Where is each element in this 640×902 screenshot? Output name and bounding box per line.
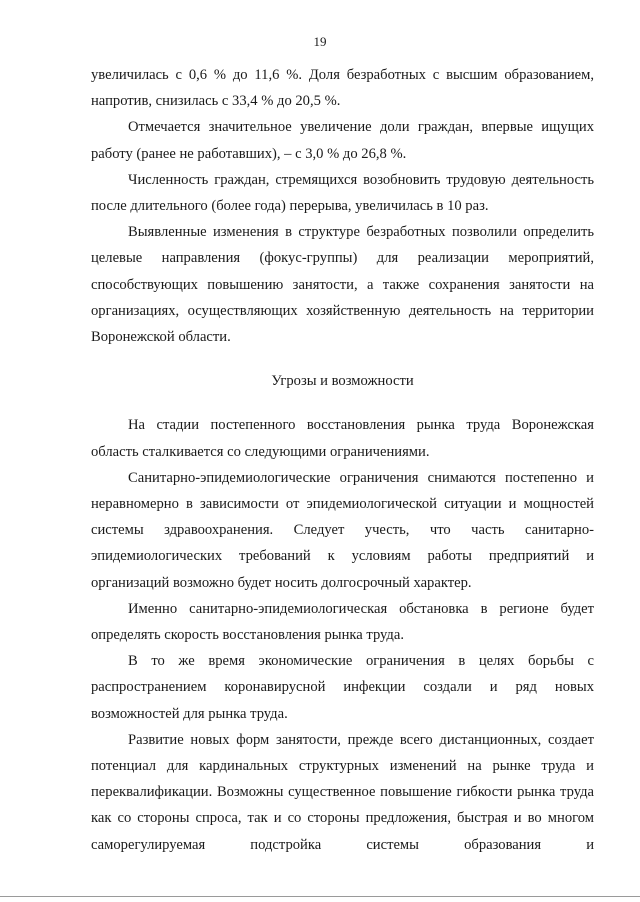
paragraph — [91, 167, 594, 219]
paragraph — [91, 219, 594, 350]
page-number: 19 — [313, 34, 327, 49]
text-line: труда как со стороны спроса, так и со стороны предложения, быстрая и во — [91, 784, 594, 827]
document-body — [91, 62, 594, 858]
text-line: территории Воронежской области. — [91, 302, 594, 346]
text-line: организаций возможно будет носить долгосрочный характер. — [91, 574, 472, 591]
text-line: возможностей для рынка труда. — [91, 705, 288, 722]
text-line: увеличилась с 0,6 % до 11,6 %. Доля безработных с высшим образованием, — [91, 67, 594, 83]
text-line: неравномерно в зависимости от эпидемиологической ситуации и мощностей — [91, 496, 594, 513]
text-line: системы здравоохранения. Следует учесть, что часть санитарно- — [91, 522, 594, 539]
text-line: Отмечается значительное увеличение доли граждан, впервые ищущих — [128, 119, 594, 136]
text-line: мероприятий, способствующих повышению занятости, а также сохранения — [91, 250, 594, 293]
text-line: В то же время экономические ограничения в целях борьбы с — [128, 653, 594, 670]
text-line: занятости на организациях, осуществляющих хозяйственную деятельность на — [91, 276, 594, 319]
text-line: потенциал для кардинальных структурных изменений на рынке труда и — [91, 758, 594, 775]
text-line: Развитие новых форм занятости, прежде всего дистанционных, создает — [128, 731, 594, 748]
text-line: многом саморегулируемая подстройка системы образования и — [91, 810, 594, 853]
text-line: Численность граждан, стремящихся возобновить трудовую — [128, 171, 506, 188]
paragraph — [91, 465, 594, 596]
text-line: деятельность после длительного (более года) перерыва, увеличилась в 10 раз. — [91, 171, 594, 215]
paragraph — [91, 727, 594, 858]
scan-edge-line — [0, 896, 640, 897]
paragraph — [91, 412, 594, 464]
text-line: На стадии постепенного восстановления рынка труда Воронежская — [128, 417, 594, 434]
section-heading: Угрозы и возможности — [271, 373, 414, 390]
text-line: напротив, снизилась с 33,4 % до 20,5 %. — [91, 93, 341, 110]
paragraph-continuation — [91, 62, 594, 114]
text-line: Именно санитарно-эпидемиологическая обстановка в регионе будет — [128, 600, 594, 617]
text-line: эпидемиологических требований к условиям работы предприятий и — [91, 548, 594, 565]
text-line: распространением коронавирусной инфекции создали и ряд новых — [91, 679, 594, 696]
text-line: переквалификации. Возможны существенное повышение гибкости рынка — [91, 784, 556, 801]
text-line: Выявленные изменения в структуре безработных позволили — [128, 224, 517, 241]
text-line: область сталкивается со следующими ограничениями. — [91, 443, 430, 460]
text-line: работу (ранее не работавших), – с 3,0 % до 26,8 %. — [91, 145, 407, 162]
text-line: определять скорость восстановления рынка труда. — [91, 627, 404, 644]
text-line: определить целевые направления (фокус-группы) для реализации — [91, 224, 595, 267]
paragraph — [91, 596, 594, 648]
text-line: Санитарно-эпидемиологические ограничения снимаются постепенно и — [128, 469, 594, 486]
paragraph — [91, 114, 594, 166]
paragraph — [91, 648, 594, 727]
